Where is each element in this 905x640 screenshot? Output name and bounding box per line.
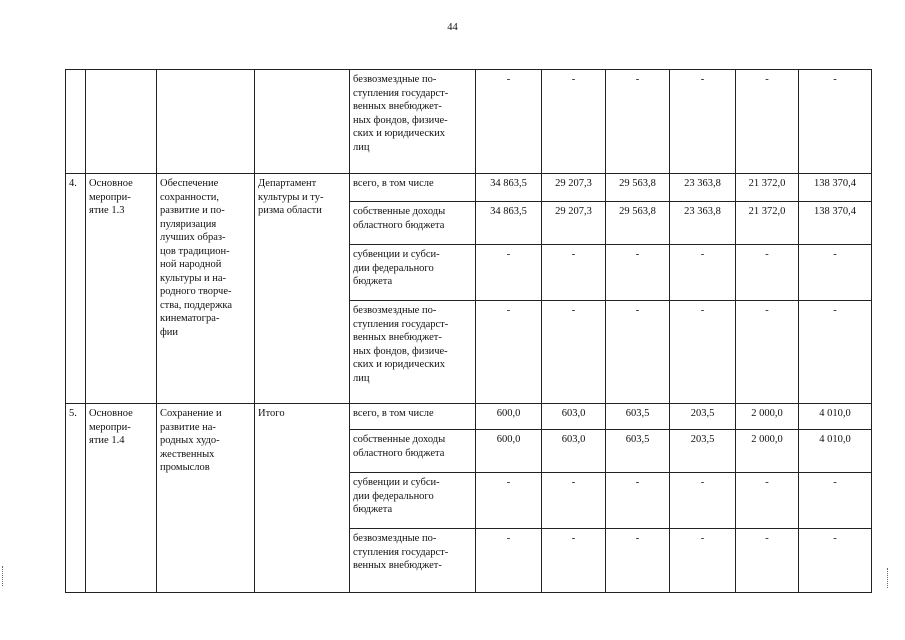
cell-value: -	[799, 245, 872, 301]
cell-funding-source: собственные доходы областного бюджета	[350, 430, 476, 473]
cell-value: -	[542, 473, 606, 529]
cell-activity-name: Основное меропри- ятие 1.3	[86, 174, 157, 404]
cell-funding-source: всего, в том числе	[350, 404, 476, 430]
cell-value: -	[670, 473, 736, 529]
cell-value: -	[670, 529, 736, 593]
cell-value: 2 000,0	[736, 430, 799, 473]
cell-value: -	[476, 301, 542, 404]
cell-value: 603,5	[606, 404, 670, 430]
cell-value: 600,0	[476, 404, 542, 430]
cell-value: 2 000,0	[736, 404, 799, 430]
table-row	[66, 70, 872, 174]
scan-edge-mark	[887, 568, 892, 588]
cell-value: 4 010,0	[799, 404, 872, 430]
cell-value: -	[736, 473, 799, 529]
cell-value: -	[542, 301, 606, 404]
cell-funding-source: безвозмездные по- ступления государст- венных внебюджет-	[350, 529, 476, 593]
cell-value: 138 370,4	[799, 202, 872, 245]
cell-funding-source: безвозмездные по- ступления государст- венных внебюджет- ных фондов, физиче- ских и юридических лиц	[350, 301, 476, 404]
cell-value: -	[799, 529, 872, 593]
cell-value: 29 207,3	[542, 174, 606, 202]
cell-value: -	[606, 301, 670, 404]
cell-value: -	[736, 529, 799, 593]
cell-value: 29 563,8	[606, 202, 670, 245]
cell-value: -	[606, 245, 670, 301]
cell-value: 34 863,5	[476, 202, 542, 245]
cell-value: -	[542, 70, 606, 174]
cell-value: -	[606, 473, 670, 529]
cell-value: 600,0	[476, 430, 542, 473]
cell-value: 21 372,0	[736, 202, 799, 245]
cell-funding-source: субвенции и субси- дии федерального бюджета	[350, 473, 476, 529]
cell-value: -	[736, 245, 799, 301]
cell-value: -	[670, 245, 736, 301]
cell-value: 29 207,3	[542, 202, 606, 245]
cell-value: -	[606, 529, 670, 593]
cell-value: -	[542, 245, 606, 301]
cell-funding-source: безвозмездные по- ступления государст- венных внебюджет- ных фондов, физиче- ских и юридических лиц	[350, 70, 476, 174]
cell-value: 21 372,0	[736, 174, 799, 202]
cell-value: -	[670, 301, 736, 404]
cell-value: -	[799, 70, 872, 174]
cell-value: 603,0	[542, 430, 606, 473]
cell-value: -	[799, 473, 872, 529]
cell-value: -	[476, 245, 542, 301]
cell-value: 34 863,5	[476, 174, 542, 202]
cell-value: -	[476, 473, 542, 529]
cell-activity-name: Основное меропри- ятие 1.4	[86, 404, 157, 593]
cell-activity-description: Обеспечение сохранности, развитие и по- пуляризация лучших образ- цов традицион- ной народной культуры и на- родного творче- ства, поддержка кинематогра- фии	[157, 174, 255, 404]
cell-value: 23 363,8	[670, 174, 736, 202]
cell-executor: Итого	[255, 404, 350, 593]
cell-number: 5.	[66, 404, 86, 593]
scan-edge-mark	[2, 566, 7, 586]
budget-table	[65, 69, 872, 593]
cell-value: 4 010,0	[799, 430, 872, 473]
cell-activity-description: Сохранение и развитие на- родных худо- жественных промыслов	[157, 404, 255, 593]
cell-value: -	[670, 70, 736, 174]
table-row	[66, 174, 872, 202]
cell-value: -	[476, 529, 542, 593]
cell-value: 203,5	[670, 430, 736, 473]
cell-value: 138 370,4	[799, 174, 872, 202]
cell-number: 4.	[66, 174, 86, 404]
cell-activity-name	[86, 70, 157, 174]
cell-executor: Департамент культуры и ту- ризма области	[255, 174, 350, 404]
cell-value: -	[542, 529, 606, 593]
cell-value: 23 363,8	[670, 202, 736, 245]
cell-value: -	[606, 70, 670, 174]
cell-activity-description	[157, 70, 255, 174]
cell-value: -	[736, 70, 799, 174]
cell-number	[66, 70, 86, 174]
cell-funding-source: всего, в том числе	[350, 174, 476, 202]
cell-value: 29 563,8	[606, 174, 670, 202]
cell-funding-source: субвенции и субси- дии федерального бюджета	[350, 245, 476, 301]
cell-value: 603,0	[542, 404, 606, 430]
page-number: 44	[447, 22, 458, 33]
cell-value: -	[799, 301, 872, 404]
cell-funding-source: собственные доходы областного бюджета	[350, 202, 476, 245]
cell-value: -	[736, 301, 799, 404]
cell-executor	[255, 70, 350, 174]
table-row	[66, 404, 872, 430]
cell-value: 603,5	[606, 430, 670, 473]
cell-value: 203,5	[670, 404, 736, 430]
cell-value: -	[476, 70, 542, 174]
